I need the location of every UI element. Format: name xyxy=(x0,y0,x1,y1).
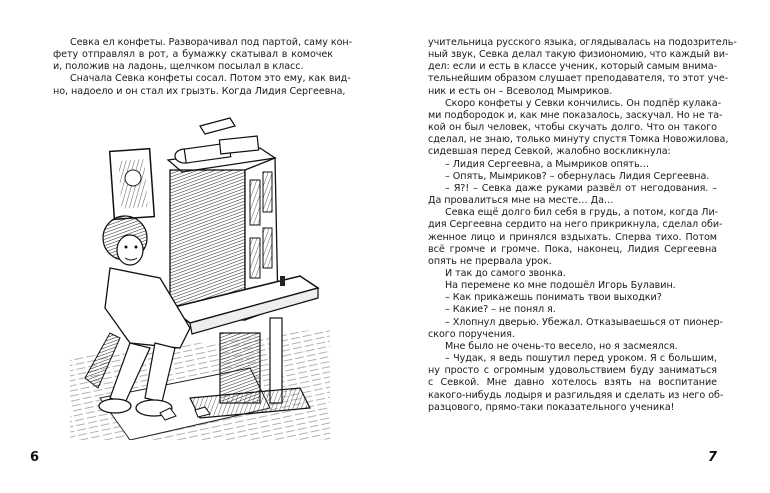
text-line: ный звук, Севка делал такую физиономию, что каждый ви- xyxy=(428,49,729,61)
text-line: – Лидия Сергеевна, а Мымриков опять… xyxy=(445,158,650,170)
text-line: – Как прикажешь понимать твои выходки? xyxy=(445,292,662,304)
text-line: И так до самого звонка. xyxy=(445,267,566,279)
text-line: – Какие? – не понял я. xyxy=(445,304,556,316)
text-line: – Хлопнул дверью. Убежал. Отказываешься от пионер- xyxy=(445,316,723,328)
text-line: ми подбородок и, как мне показалось, заскучал. Но не та- xyxy=(428,109,723,121)
text-line: женное лицо и принялся вздыхать. Сперва тихо. Потом xyxy=(428,231,717,243)
text-line: сидевшая перед Севкой, жалобно воскликнула: xyxy=(428,146,671,158)
text-line: ну просто с огромным удовольствием буду заниматься xyxy=(428,365,717,377)
text-line: – Опять, Мымриков? – обернулась Лидия Сергеевна. xyxy=(445,170,710,182)
text-line: какого-нибудь лодыря и разгильдяя и сделать из него об- xyxy=(428,389,724,401)
wall-portrait xyxy=(110,149,155,220)
text-line: всё громче и громче. Пока, наконец, Лидия Сергеевна xyxy=(428,243,717,255)
text-line: Да провалиться мне на месте… Да… xyxy=(428,195,614,207)
page-number-right: 7 xyxy=(708,450,718,465)
right-page xyxy=(385,0,770,493)
left-page-text xyxy=(53,37,353,98)
text-line: кой он был человек, чтобы скучать долго. Что он такого xyxy=(428,122,717,134)
text-line: Севка ел конфеты. Разворачивал под партой, саму кон- xyxy=(70,37,353,48)
text-line: сделал, не знаю, только минуту спустя Томка Новожилова, xyxy=(428,134,729,146)
text-line: ник и есть он – Всеволод Мымриков. xyxy=(428,85,613,97)
text-line: ского поручения. xyxy=(428,328,515,340)
text-line: но, надоело и он стал их грызть. Когда Лидия Сергеевна, xyxy=(53,85,346,97)
text-line: опять не прервала урок. xyxy=(428,255,552,267)
text-line: Мне было не очень-то весело, но я засмеялся. xyxy=(445,340,678,352)
illustration-boy-at-desk xyxy=(70,108,330,440)
right-page-text xyxy=(428,37,737,414)
text-line: с Севкой. Мне давно хотелось взять на воспитание xyxy=(428,377,717,389)
text-line: тельнейшим образом слушает преподавателя, то этот уче- xyxy=(428,73,729,85)
text-line: разцового, прямо-таки показательного ученика! xyxy=(428,401,675,413)
text-line: учительница русского языка, оглядывалась на подозритель- xyxy=(428,37,737,48)
text-line: дия Сергеевна сердито на него прикрикнула, сделал оби- xyxy=(428,219,723,231)
text-line: и, положив на ладонь, щелчком посылал в класс. xyxy=(53,61,304,73)
text-line: Севка ещё долго бил себя в грудь, а потом, когда Ли- xyxy=(445,207,719,219)
page-number-left: 6 xyxy=(30,450,40,465)
text-line: дел: если и есть в классе ученик, который самым внима- xyxy=(428,61,717,73)
text-line: Сначала Севка конфеты сосал. Потом это ему, как вид- xyxy=(70,73,351,85)
text-line: Скоро конфеты у Севки кончились. Он подпёр кулака- xyxy=(445,97,722,109)
text-line: – Я?! – Севка даже руками развёл от негодования. – xyxy=(445,182,717,194)
text-line: – Чудак, я ведь пошутил перед уроком. Я с большим, xyxy=(445,353,717,365)
text-line: На перемене ко мне подошёл Игорь Булавин. xyxy=(445,280,676,292)
text-line: фету отправлял в рот, а бумажку скатывал в комочек xyxy=(53,49,333,61)
